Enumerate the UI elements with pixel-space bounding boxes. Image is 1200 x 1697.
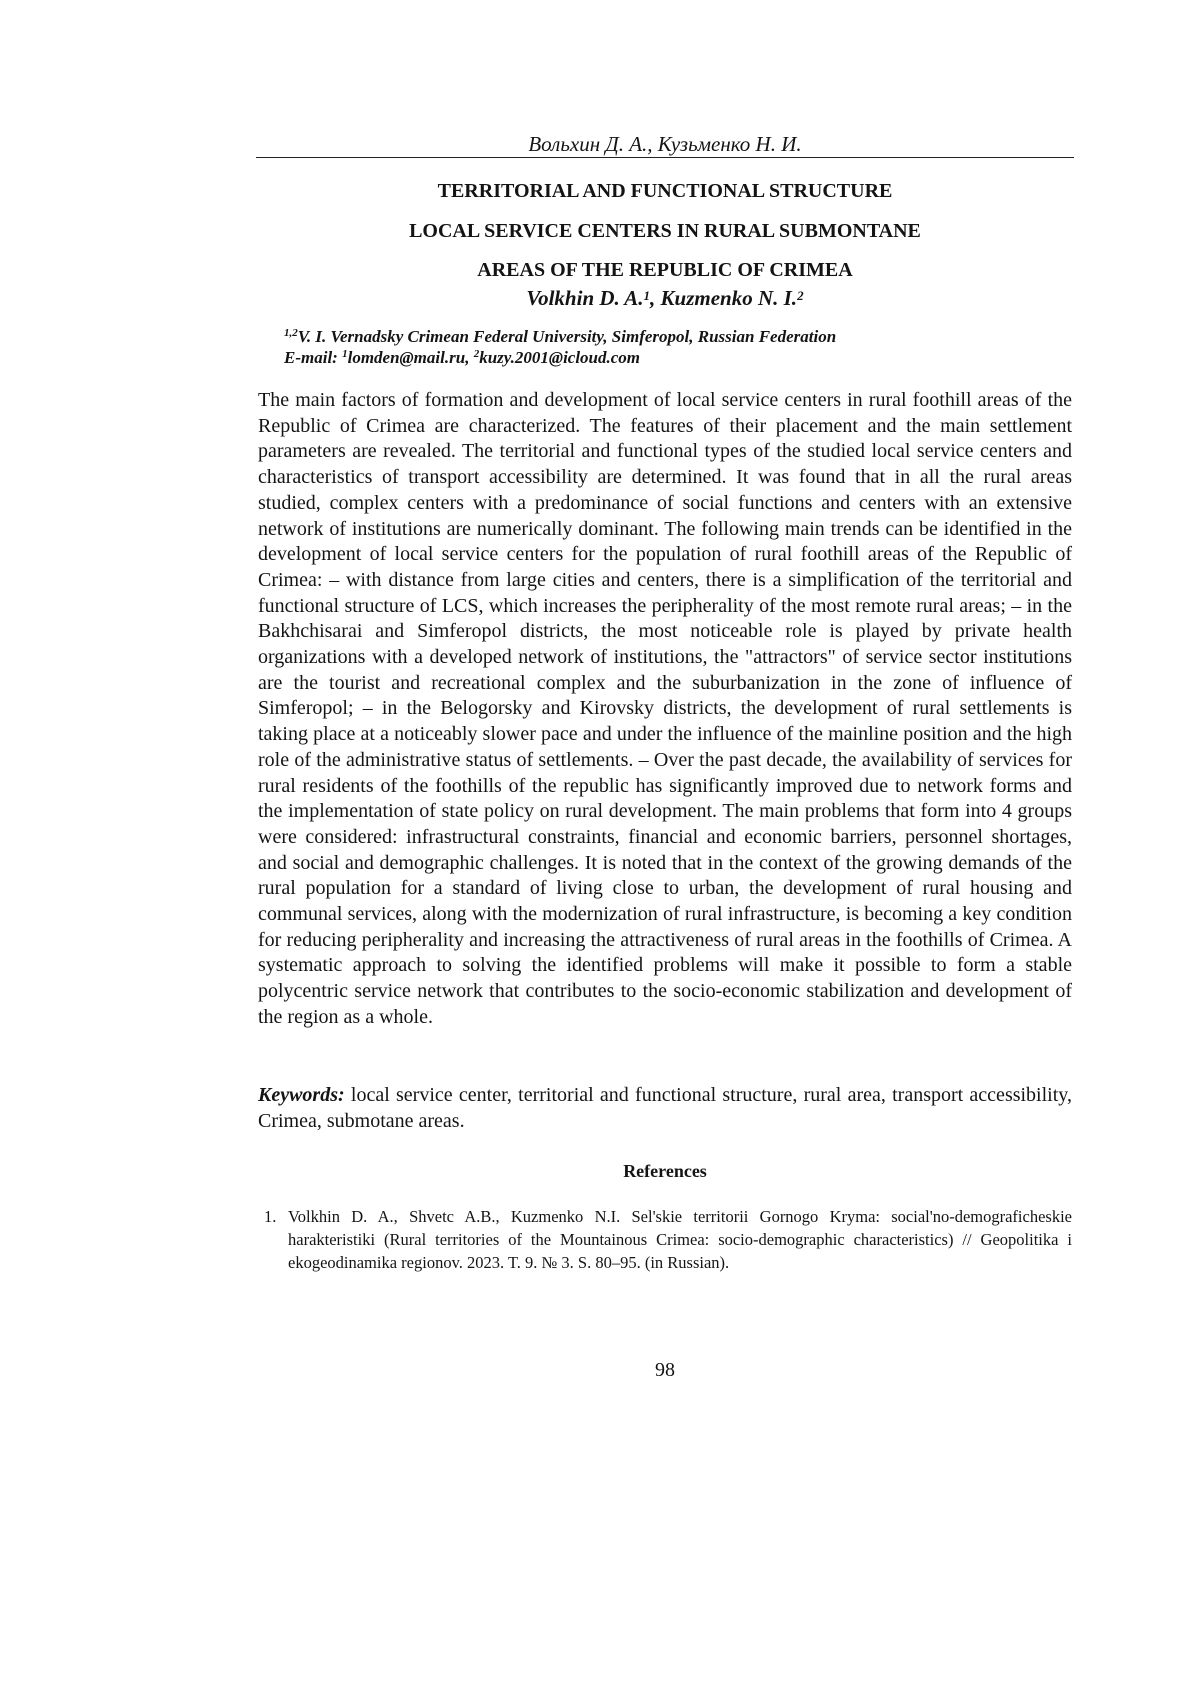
email-address[interactable]: kuzy.2001@icloud.com [479,348,640,367]
author-separator: , [650,286,661,310]
affiliation-block [284,326,836,368]
keywords-label: Keywords: [258,1084,345,1106]
keywords-paragraph [258,1083,1072,1134]
affiliation-mark: 1,2 [284,327,298,339]
author-affiliation-mark: 1 [644,288,651,303]
references-heading: References [256,1160,1074,1182]
reference-list [264,1205,1072,1274]
running-head: Вольхин Д. А., Кузьменко Н. И. [256,131,1074,157]
reference-number: 1. [264,1205,276,1228]
author-name: Volkhin D. A. [526,286,643,310]
author-list [256,284,1074,312]
header-rule [256,157,1074,158]
page-number: 98 [256,1358,1074,1382]
email-mark: 1 [342,348,348,360]
reference-item [264,1205,1072,1274]
title-line: TERRITORIAL AND FUNCTIONAL STRUCTURE [256,172,1074,212]
journal-page [0,0,1200,1697]
abstract-text: The main factors of formation and development of local service centers in rural foothill areas of the Republic of Crimea are characterized. The features of their placement and the main settlement parameters are revealed. The territorial and functional types of the studied local service centers and characteristics of transport accessibility are determined. It was found that in all the rural areas studied, complex centers with a predominance of social functions and centers with an extensive network of institutions are numerically dominant. The following main trends can be identified in the development of local service centers for the population of rural foothill areas of the Republic of Crimea: – with distance from large cities and centers, there is a simplification of the territorial and functional structure of LCS, which increases the peripherality of the most remote rural areas; – in the Bakhchisarai and Simferopol districts, the most noticeable role is played by private health organizations with a developed network of institutions, the "attractors" of service sector institutions are the tourist and recreational complex and the suburbanization in the zone of influence of Simferopol; – in the Belogorsky and Kirovsky districts, the development of rural settlements is taking place at a noticeably slower pace and under the influence of the mainline position and the high role of the administrative status of settlements. – Over the past decade, the availability of services for rural residents of the foothills of the republic has significantly improved due to network forms and the implementation of state policy on rural development. The main problems that form into 4 groups were considered: infrastructural constraints, financial and economic barriers, personnel shortages, and social and demographic challenges. It is noted that in the context of the growing demands of the rural population for a standard of living close to urban, the development of rural housing and communal services, along with the modernization of rural infrastructure, is becoming a key condition for reducing peripherality and increasing the attractiveness of rural areas in the foothills of Crimea. A systematic approach to solving the identified problems will make it possible to form a stable polycentric service network that contributes to the socio-economic stabilization and development of the region as a whole. [258,388,1072,1031]
email-label: E-mail: [284,348,342,367]
email-address[interactable]: lomden@mail.ru [348,348,466,367]
email-line [284,347,836,368]
email-mark: 2 [474,348,480,360]
article-title [256,172,1074,291]
affiliation-text: V. I. Vernadsky Crimean Federal University, Simferopol, Russian Federation [298,327,836,346]
author-name: Kuzmenko N. I. [661,286,798,310]
reference-text: Volkhin D. A., Shvetc A.B., Kuzmenko N.I. Sel'skie territorii Gornogo Kryma: social'no-demograficheskie harakteristiki (Rural territories of the Mountainous Crimea: socio-demographic characteristics) // Geopolitika i ekogeodinamika regionov. 2023. T. 9. № 3. S. 80–95. (in Russian). [288,1207,1072,1272]
title-line: AREAS OF THE REPUBLIC OF CRIMEA [256,251,1074,291]
email-separator: , [465,348,474,367]
author-affiliation-mark: 2 [797,288,804,303]
keywords-text: local service center, territorial and functional structure, rural area, transport accessibility, Crimea, submotane areas. [258,1084,1072,1132]
affiliation-line [284,326,836,347]
title-line: LOCAL SERVICE CENTERS IN RURAL SUBMONTANE [256,212,1074,252]
